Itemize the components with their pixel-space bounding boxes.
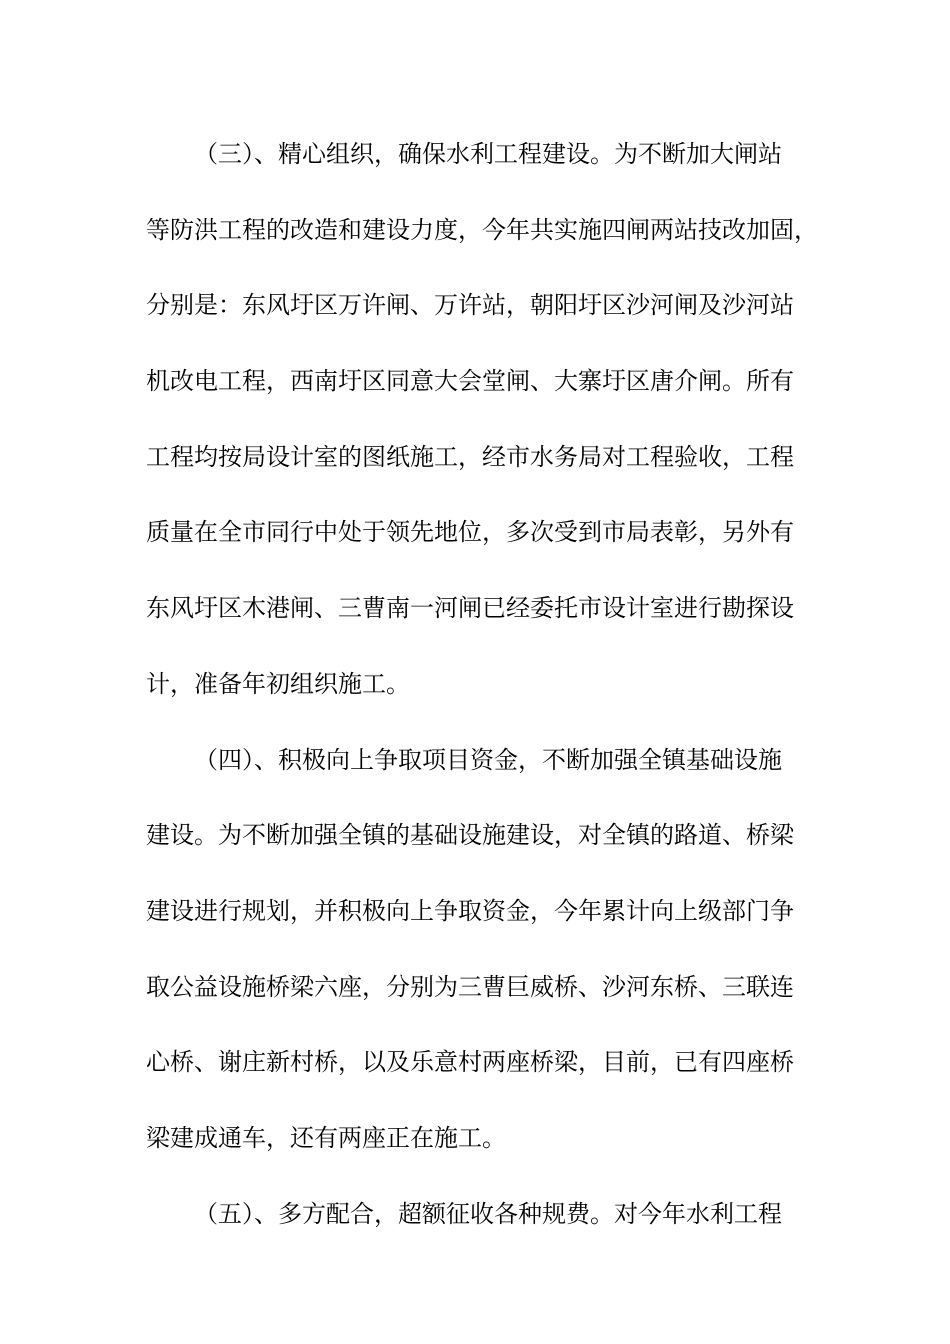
text-line: 建设。为不断加强全镇的基础设施建设，对全镇的路道、桥梁 (146, 821, 794, 850)
paragraph-5-heading-line: （五）、多方配合，超额征收各种规费。对今年水利工程 (194, 1199, 782, 1228)
text-line: 心桥、谢庄新村桥，以及乐意村两座桥梁，目前，已有四座桥 (146, 1048, 794, 1077)
text-line: 质量在全市同行中处于领先地位，多次受到市局表彰，另外有 (146, 518, 794, 547)
text-line: 机改电工程，西南圩区同意大会堂闸、大寨圩区唐介闸。所有 (146, 367, 794, 396)
text-line: 取公益设施桥梁六座，分别为三曹巨威桥、沙河东桥、三联连 (146, 972, 794, 1001)
body-text (146, 132, 818, 1267)
text-line: 等防洪工程的改造和建设力度，今年共实施四闸两站技改加固， (146, 215, 818, 244)
text-line: 计，准备年初组织施工。 (146, 669, 410, 698)
text-line: 东风圩区木港闸、三曹南一河闸已经委托市设计室进行勘探设 (146, 594, 794, 623)
paragraph-3-heading-line: （三）、精心组织，确保水利工程建设。为不断加大闸站 (194, 140, 782, 168)
text-line: 工程均按局设计室的图纸施工，经市水务局对工程验收，工程 (146, 442, 794, 471)
text-line: 建设进行规划，并积极向上争取资金，今年累计向上级部门争 (146, 896, 794, 925)
text-line: 分别是：东风圩区万许闸、万许站，朝阳圩区沙河闸及沙河站 (146, 291, 794, 320)
text-line: 梁建成通车，还有两座正在施工。 (146, 1123, 506, 1152)
paragraph-4-heading-line: （四）、积极向上争取项目资金，不断加强全镇基础设施 (194, 745, 782, 774)
